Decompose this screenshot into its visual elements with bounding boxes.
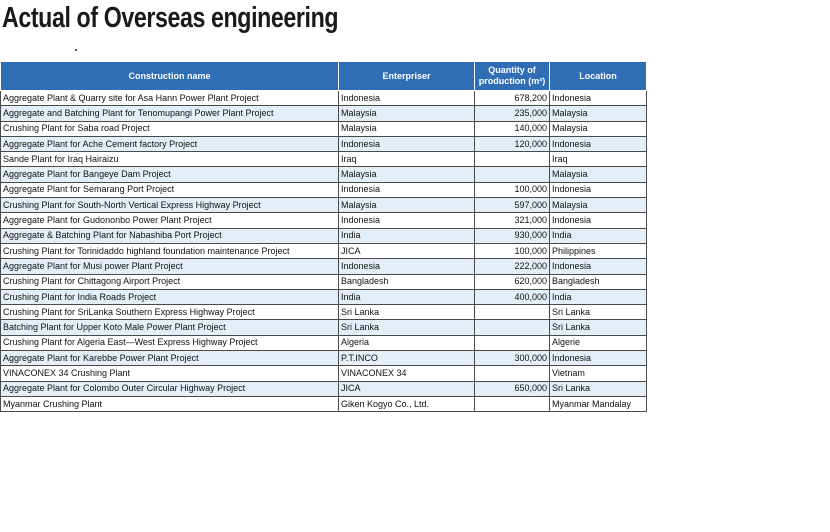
header-enterpriser: Enterpriser [339,62,475,91]
table-row [1,381,647,396]
cell-construction-name: Aggregate Plant & Quarry site for Asa Hann Power Plant Project [1,91,339,106]
table-row [1,274,647,289]
cell-enterpriser: Indonesia [339,91,475,106]
table-row [1,259,647,274]
header-quantity [475,62,550,91]
cell-construction-name: Aggregate & Batching Plant for Nabashiba Port Project [1,228,339,243]
cell-quantity: 400,000 [475,289,550,304]
table-row [1,213,647,228]
cell-quantity: 100,000 [475,243,550,258]
table-row [1,243,647,258]
cell-enterpriser: Malaysia [339,167,475,182]
cell-construction-name: Aggregate Plant for Colombo Outer Circular Highway Project [1,381,339,396]
cell-location: Malaysia [550,106,647,121]
cell-location: Bangladesh [550,274,647,289]
cell-location: Sri Lanka [550,381,647,396]
cell-location: Vietnam [550,366,647,381]
table-row [1,136,647,151]
cell-location: Indonesia [550,182,647,197]
cell-enterpriser: India [339,228,475,243]
cell-enterpriser: Giken Kogyo Co., Ltd. [339,396,475,411]
cell-location: Sri Lanka [550,305,647,320]
cell-location: Indonesia [550,91,647,106]
cell-location: Myanmar Mandalay [550,396,647,411]
cell-quantity: 120,000 [475,136,550,151]
header-location: Location [550,62,647,91]
cell-construction-name: Aggregate Plant for Gudononbo Power Plant Project [1,213,339,228]
cell-enterpriser: Sri Lanka [339,320,475,335]
cell-enterpriser: Malaysia [339,198,475,213]
cell-enterpriser: Malaysia [339,106,475,121]
page-title: Actual of Overseas engineering [2,2,339,34]
cell-enterpriser: India [339,289,475,304]
table-row [1,182,647,197]
cell-construction-name: Crushing Plant for South-North Vertical Express Highway Project [1,198,339,213]
cell-construction-name: Aggregate Plant for Musi power Plant Project [1,259,339,274]
table-row [1,167,647,182]
cell-quantity [475,152,550,167]
cell-enterpriser: Indonesia [339,136,475,151]
cell-quantity: 222,000 [475,259,550,274]
cell-quantity [475,320,550,335]
cell-quantity: 235,000 [475,106,550,121]
table-row [1,396,647,411]
table-row [1,228,647,243]
cell-location: Indonesia [550,136,647,151]
cell-construction-name: VINACONEX 34 Crushing Plant [1,366,339,381]
cell-enterpriser: VINACONEX 34 [339,366,475,381]
table-row [1,335,647,350]
cell-construction-name: Aggregate and Batching Plant for Tenomupangi Power Plant Project [1,106,339,121]
cell-location: India [550,289,647,304]
table-row [1,106,647,121]
cell-quantity: 650,000 [475,381,550,396]
cell-enterpriser: Malaysia [339,121,475,136]
cell-location: Philippines [550,243,647,258]
cell-quantity [475,335,550,350]
cell-construction-name: Crushing Plant for Saba road Project [1,121,339,136]
table-row [1,91,647,106]
cell-location: Malaysia [550,121,647,136]
cell-location: India [550,228,647,243]
cell-location: Malaysia [550,198,647,213]
cell-enterpriser: Indonesia [339,182,475,197]
cell-construction-name: Crushing Plant for Chittagong Airport Project [1,274,339,289]
cell-enterpriser: Indonesia [339,259,475,274]
cell-enterpriser: Algeria [339,335,475,350]
cell-quantity: 100,000 [475,182,550,197]
cell-construction-name: Sande Plant for Iraq Hairaizu [1,152,339,167]
cell-construction-name: Batching Plant for Upper Koto Male Power Plant Project [1,320,339,335]
cell-location: Sri Lanka [550,320,647,335]
cell-construction-name: Aggregate Plant for Ache Cement factory Project [1,136,339,151]
cell-construction-name: Crushing Plant for SriLanka Southern Express Highway Project [1,305,339,320]
cell-location: Indonesia [550,213,647,228]
cell-construction-name: Crushing Plant for India Roads Project [1,289,339,304]
cell-construction-name: Aggregate Plant for Bangeye Dam Project [1,167,339,182]
cell-quantity: 930,000 [475,228,550,243]
cell-enterpriser: JICA [339,381,475,396]
cell-location: Indonesia [550,351,647,366]
table-row [1,351,647,366]
table-header-row [1,62,647,91]
cell-enterpriser: Indonesia [339,213,475,228]
cell-location: Algerie [550,335,647,350]
cell-construction-name: Myanmar Crushing Plant [1,396,339,411]
cell-location: Malaysia [550,167,647,182]
header-quantity-line1: Quantity of [488,65,536,75]
cell-quantity: 300,000 [475,351,550,366]
overseas-engineering-table [0,61,647,412]
cell-construction-name: Crushing Plant for Algeria East—West Express Highway Project [1,335,339,350]
table-row [1,121,647,136]
cell-quantity [475,366,550,381]
table-row [1,366,647,381]
header-quantity-line2: production (m³) [478,76,546,86]
cell-location: Iraq [550,152,647,167]
cell-construction-name: Aggregate Plant for Semarang Port Project [1,182,339,197]
cell-enterpriser: Bangladesh [339,274,475,289]
cell-construction-name: Crushing Plant for Torinidaddo highland foundation maintenance Project [1,243,339,258]
cell-location: Indonesia [550,259,647,274]
table-row [1,289,647,304]
cell-construction-name: Aggregate Plant for Karebbe Power Plant Project [1,351,339,366]
table-row [1,320,647,335]
speck-mark [75,49,77,51]
cell-enterpriser: P.T.INCO [339,351,475,366]
cell-quantity: 321,000 [475,213,550,228]
cell-quantity: 597,000 [475,198,550,213]
cell-enterpriser: JICA [339,243,475,258]
table-row [1,305,647,320]
header-construction-name: Construction name [1,62,339,91]
cell-quantity [475,167,550,182]
cell-enterpriser: Iraq [339,152,475,167]
cell-quantity [475,305,550,320]
cell-enterpriser: Sri Lanka [339,305,475,320]
cell-quantity: 140,000 [475,121,550,136]
table-row [1,152,647,167]
cell-quantity: 678,200 [475,91,550,106]
cell-quantity: 620,000 [475,274,550,289]
cell-quantity [475,396,550,411]
table-row [1,198,647,213]
